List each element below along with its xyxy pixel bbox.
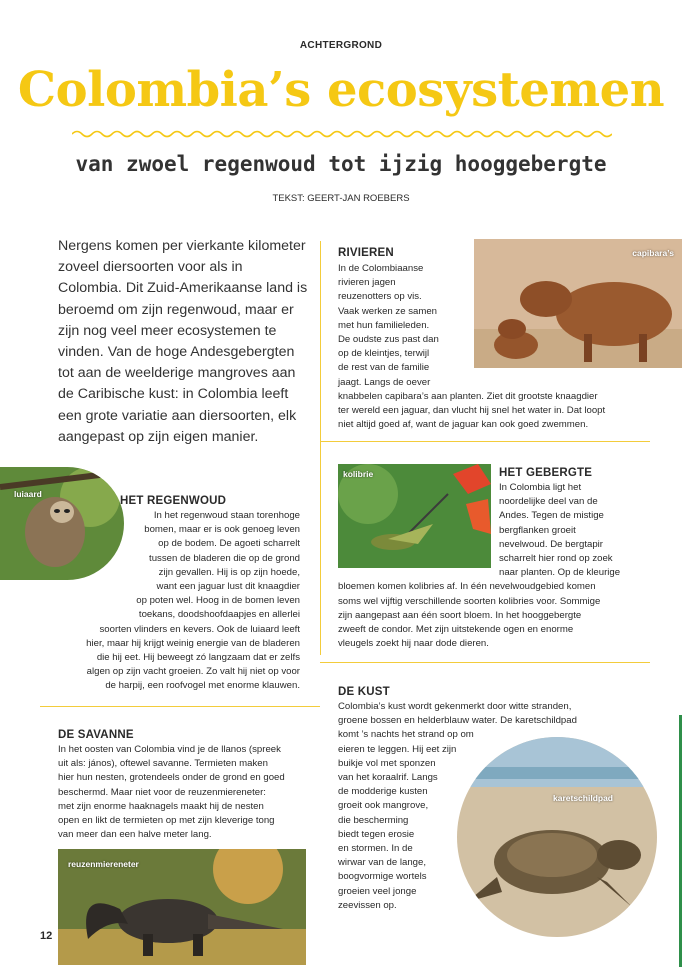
text-gebergte: In Colombia ligt het noordelijke deel van de Andes. Tegen de mistige bergflanken groeit nevelwoud. De bergtapir scharrelt hier rond op zoek naar planten. Op de kleurige bloemen komen kolibries af. In één nevelwoudgebied komen soms wel vijftig verschillende soorten kolibries voor. Sommige zijn aangepast aan één soort bloem. In het hooggebergte zweeft de condor. Met zijn uitstekende ogen en enorme vleugels zoekt hij naar dode dieren. — [338, 482, 621, 650]
intro-paragraph: Nergens komen per vierkante kilometer zoveel diersoorten voor als in Colombia. Dit Zuid-Amerikaanse land is beroemd om zijn regenwoud, maar er zijn nog veel meer ecosystemen te vinden. Van de hoge Andesgebergten tot aan de weelderige mangroves aan de Caribische kust: in Colombia leeft een grote variatie aan diersoorten, elk aangepast op zijn eigen manier. — [58, 238, 308, 445]
photo-capibaras — [474, 239, 682, 368]
section-kicker: ACHTERGROND — [299, 40, 383, 51]
photo-label-reuzenmiereneter: reuzenmiereneter — [68, 859, 139, 869]
rule-regenwoud-savanne — [40, 706, 320, 707]
turtle-illustration — [457, 737, 657, 937]
heading-gebergte: HET GEBERGTE — [499, 467, 593, 479]
text-regenwoud: In het regenwoud staan torenhoge bomen, maar er is ook genoeg leven op de bodem. De agoeti scharrelt tussen de bladeren die op de grond zijn gevallen. Hij is op zijn hoede, want een jaguar lust dit knaagdier op poten wel. Hoog in de bomen leven toekans, doodshoofdaapjes en allerlei soorten vlinders en kevers. Ook de luiaard leeft hier, maar hij krijgt weinig energie van de bladeren die hij eet. Hij beweegt zó langzaam dat er zelfs algen op zijn vacht groeien. Zo valt hij niet op voor de harpij, een roofvogel met enorme klauwen. — [86, 510, 300, 692]
photo-label-kolibrie: kolibrie — [343, 469, 374, 479]
page-number: 12 — [40, 930, 53, 942]
rule-rivieren-gebergte — [320, 441, 650, 442]
text-rivieren: In de Colombiaanse rivieren jagen reuzenotters op vis. Vaak werken ze samen met hun familieleden. De oudste zus past dan op de kleintjes, terwijl de rest van de familie jaagt. Langs de oever knabbelen capibara’s aan planten. Ziet dit grootste knaagdier ter wereld een jaguar, dan vlucht hij snel het water in. Dat loopt niet altijd goed af, want de jaguar kan ook goed zwemmen. — [338, 263, 606, 431]
heading-regenwoud: HET REGENWOUD — [120, 495, 227, 507]
rule-gebergte-kust — [320, 662, 650, 663]
photo-label-karetschildpad: karetschildpad — [553, 793, 613, 803]
text-kust: Colombia’s kust wordt gekenmerkt door witte stranden, groene bossen en helderblauw water. De karetschildpad komt ’s nachts het strand op om eieren te leggen. Hij eet zijn buikje vol met sponzen van het koraalrif. Langs de modderige kusten groeit ook mangrove, die bescherming biedt tegen erosie en stormen. In de wirwar van de lange, boogvormige wortels groeien veel jonge zeevissen op. — [338, 701, 577, 911]
photo-karetschildpad — [457, 737, 657, 937]
heading-kust: DE KUST — [338, 686, 390, 698]
page-subtitle: van zwoel regenwoud tot ijzig hooggebergte — [75, 152, 607, 176]
photo-label-luiaard: luiaard — [14, 489, 42, 499]
byline: TEKST: GEERT-JAN ROEBERS — [272, 193, 410, 204]
capibara-illustration — [474, 239, 682, 368]
page-title: Colombia’s ecosystemen — [17, 62, 665, 118]
photo-reuzenmiereneter — [58, 849, 306, 965]
text-savanne: In het oosten van Colombia vind je de llanos (spreek uit als: jános), oftewel savanne. Termieten maken hier hun nesten, grotendeels onder de grond en goed beschermd. Maar niet voor de reuzenmiereneter: met zijn enorme haaknagels maakt hij de nesten open en likt de termieten op met zijn kleverige tong van meer dan een halve meter lang. — [58, 744, 285, 841]
wavy-divider — [72, 129, 612, 139]
heading-savanne: DE SAVANNE — [58, 729, 134, 741]
photo-label-capibaras: capibara’s — [632, 248, 674, 258]
heading-rivieren: RIVIEREN — [338, 247, 394, 259]
column-rule — [320, 241, 321, 655]
